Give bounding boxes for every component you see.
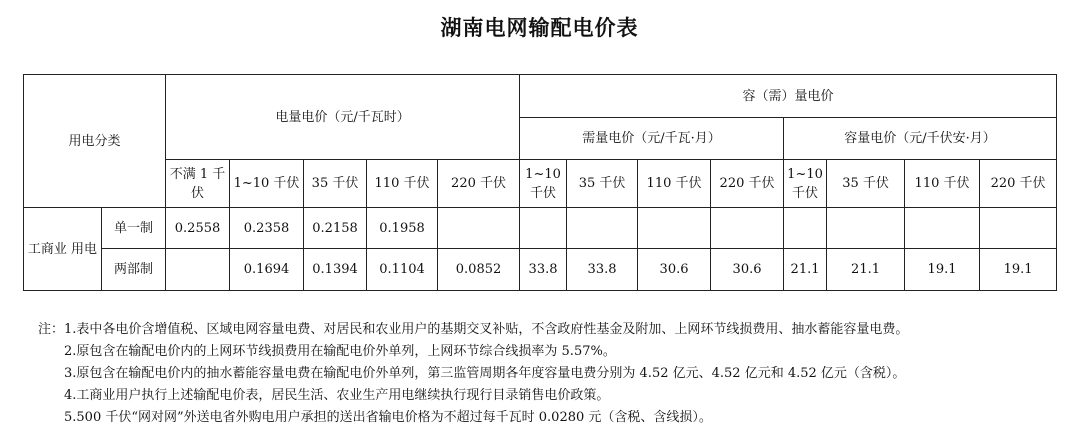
table-cell [567, 208, 638, 249]
table-cell [905, 208, 980, 249]
voltage-header: 1~10 千伏 [520, 160, 567, 208]
voltage-header: 35 千伏 [304, 160, 367, 208]
note-3: 3.原包含在输配电价内的抽水蓄能容量电费在输配电价外单列，第三监管周期各年度容量电费分别为 4.52 亿元、4.52 亿元和 4.52 亿元（含税）。 [64, 366, 906, 381]
table-cell [711, 208, 784, 249]
voltage-header: 220 千伏 [438, 160, 520, 208]
table-cell: 30.6 [711, 249, 784, 291]
table-cell [784, 208, 827, 249]
table-cell [520, 208, 567, 249]
note-5: 5.500 千伏“网对网”外送电省外购电用户承担的送出省输电价格为不超过每千瓦时 0.0280 元（含税、含线损）。 [64, 410, 712, 425]
energy-price-header: 电量电价（元/千瓦时） [166, 75, 520, 160]
voltage-header: 35 千伏 [827, 160, 905, 208]
page-title: 湖南电网输配电价表 [440, 15, 639, 40]
table-row [24, 208, 1057, 249]
row-label: 单一制 [102, 208, 166, 249]
group-label: 工商业 用电 [24, 208, 102, 291]
table-cell [980, 208, 1057, 249]
table-cell: 33.8 [567, 249, 638, 291]
voltage-header: 1~10 千伏 [230, 160, 304, 208]
table-cell: 0.2158 [304, 208, 367, 249]
table-cell: 0.1958 [367, 208, 438, 249]
voltage-header: 不满 1 千伏 [166, 160, 230, 208]
table-cell: 33.8 [520, 249, 567, 291]
table-cell: 0.2558 [166, 208, 230, 249]
table-cell: 0.1694 [230, 249, 304, 291]
table-cell [438, 208, 520, 249]
table-cell: 0.1104 [367, 249, 438, 291]
table-cell: 21.1 [784, 249, 827, 291]
table-cell: 0.2358 [230, 208, 304, 249]
voltage-header: 110 千伏 [638, 160, 711, 208]
note-2: 2.原包含在输配电价内的上网环节线损费用在输配电价外单列，上网环节综合线损率为 5.57%。 [64, 344, 616, 359]
capacity-group-header: 容（需）量电价 [520, 75, 1057, 118]
table-cell: 0.0852 [438, 249, 520, 291]
voltage-header: 1~10 千伏 [784, 160, 827, 208]
table-row [24, 249, 1057, 291]
notes [38, 319, 1068, 429]
table-cell [166, 249, 230, 291]
voltage-header: 110 千伏 [367, 160, 438, 208]
capacity-price-header: 容量电价（元/千伏安·月） [784, 118, 1057, 160]
category-header: 用电分类 [24, 75, 166, 208]
note-1: 注：1.表中各电价含增值税、区域电网容量电费、对居民和农业用户的基期交叉补贴，不含政府性基金及附加、上网环节线损费用、抽水蓄能容量电费。 [38, 322, 909, 337]
voltage-header: 220 千伏 [711, 160, 784, 208]
demand-price-header: 需量电价（元/千瓦·月） [520, 118, 784, 160]
table-cell: 19.1 [905, 249, 980, 291]
price-table [23, 74, 1057, 291]
table-cell [638, 208, 711, 249]
table-cell: 21.1 [827, 249, 905, 291]
voltage-header: 35 千伏 [567, 160, 638, 208]
note-4: 4.工商业用户执行上述输配电价表，居民生活、农业生产用电继续执行现行目录销售电价政策。 [64, 388, 610, 403]
row-label: 两部制 [102, 249, 166, 291]
voltage-header: 110 千伏 [905, 160, 980, 208]
table-cell: 19.1 [980, 249, 1057, 291]
table-cell: 30.6 [638, 249, 711, 291]
voltage-header: 220 千伏 [980, 160, 1057, 208]
table-cell: 0.1394 [304, 249, 367, 291]
table-cell [827, 208, 905, 249]
